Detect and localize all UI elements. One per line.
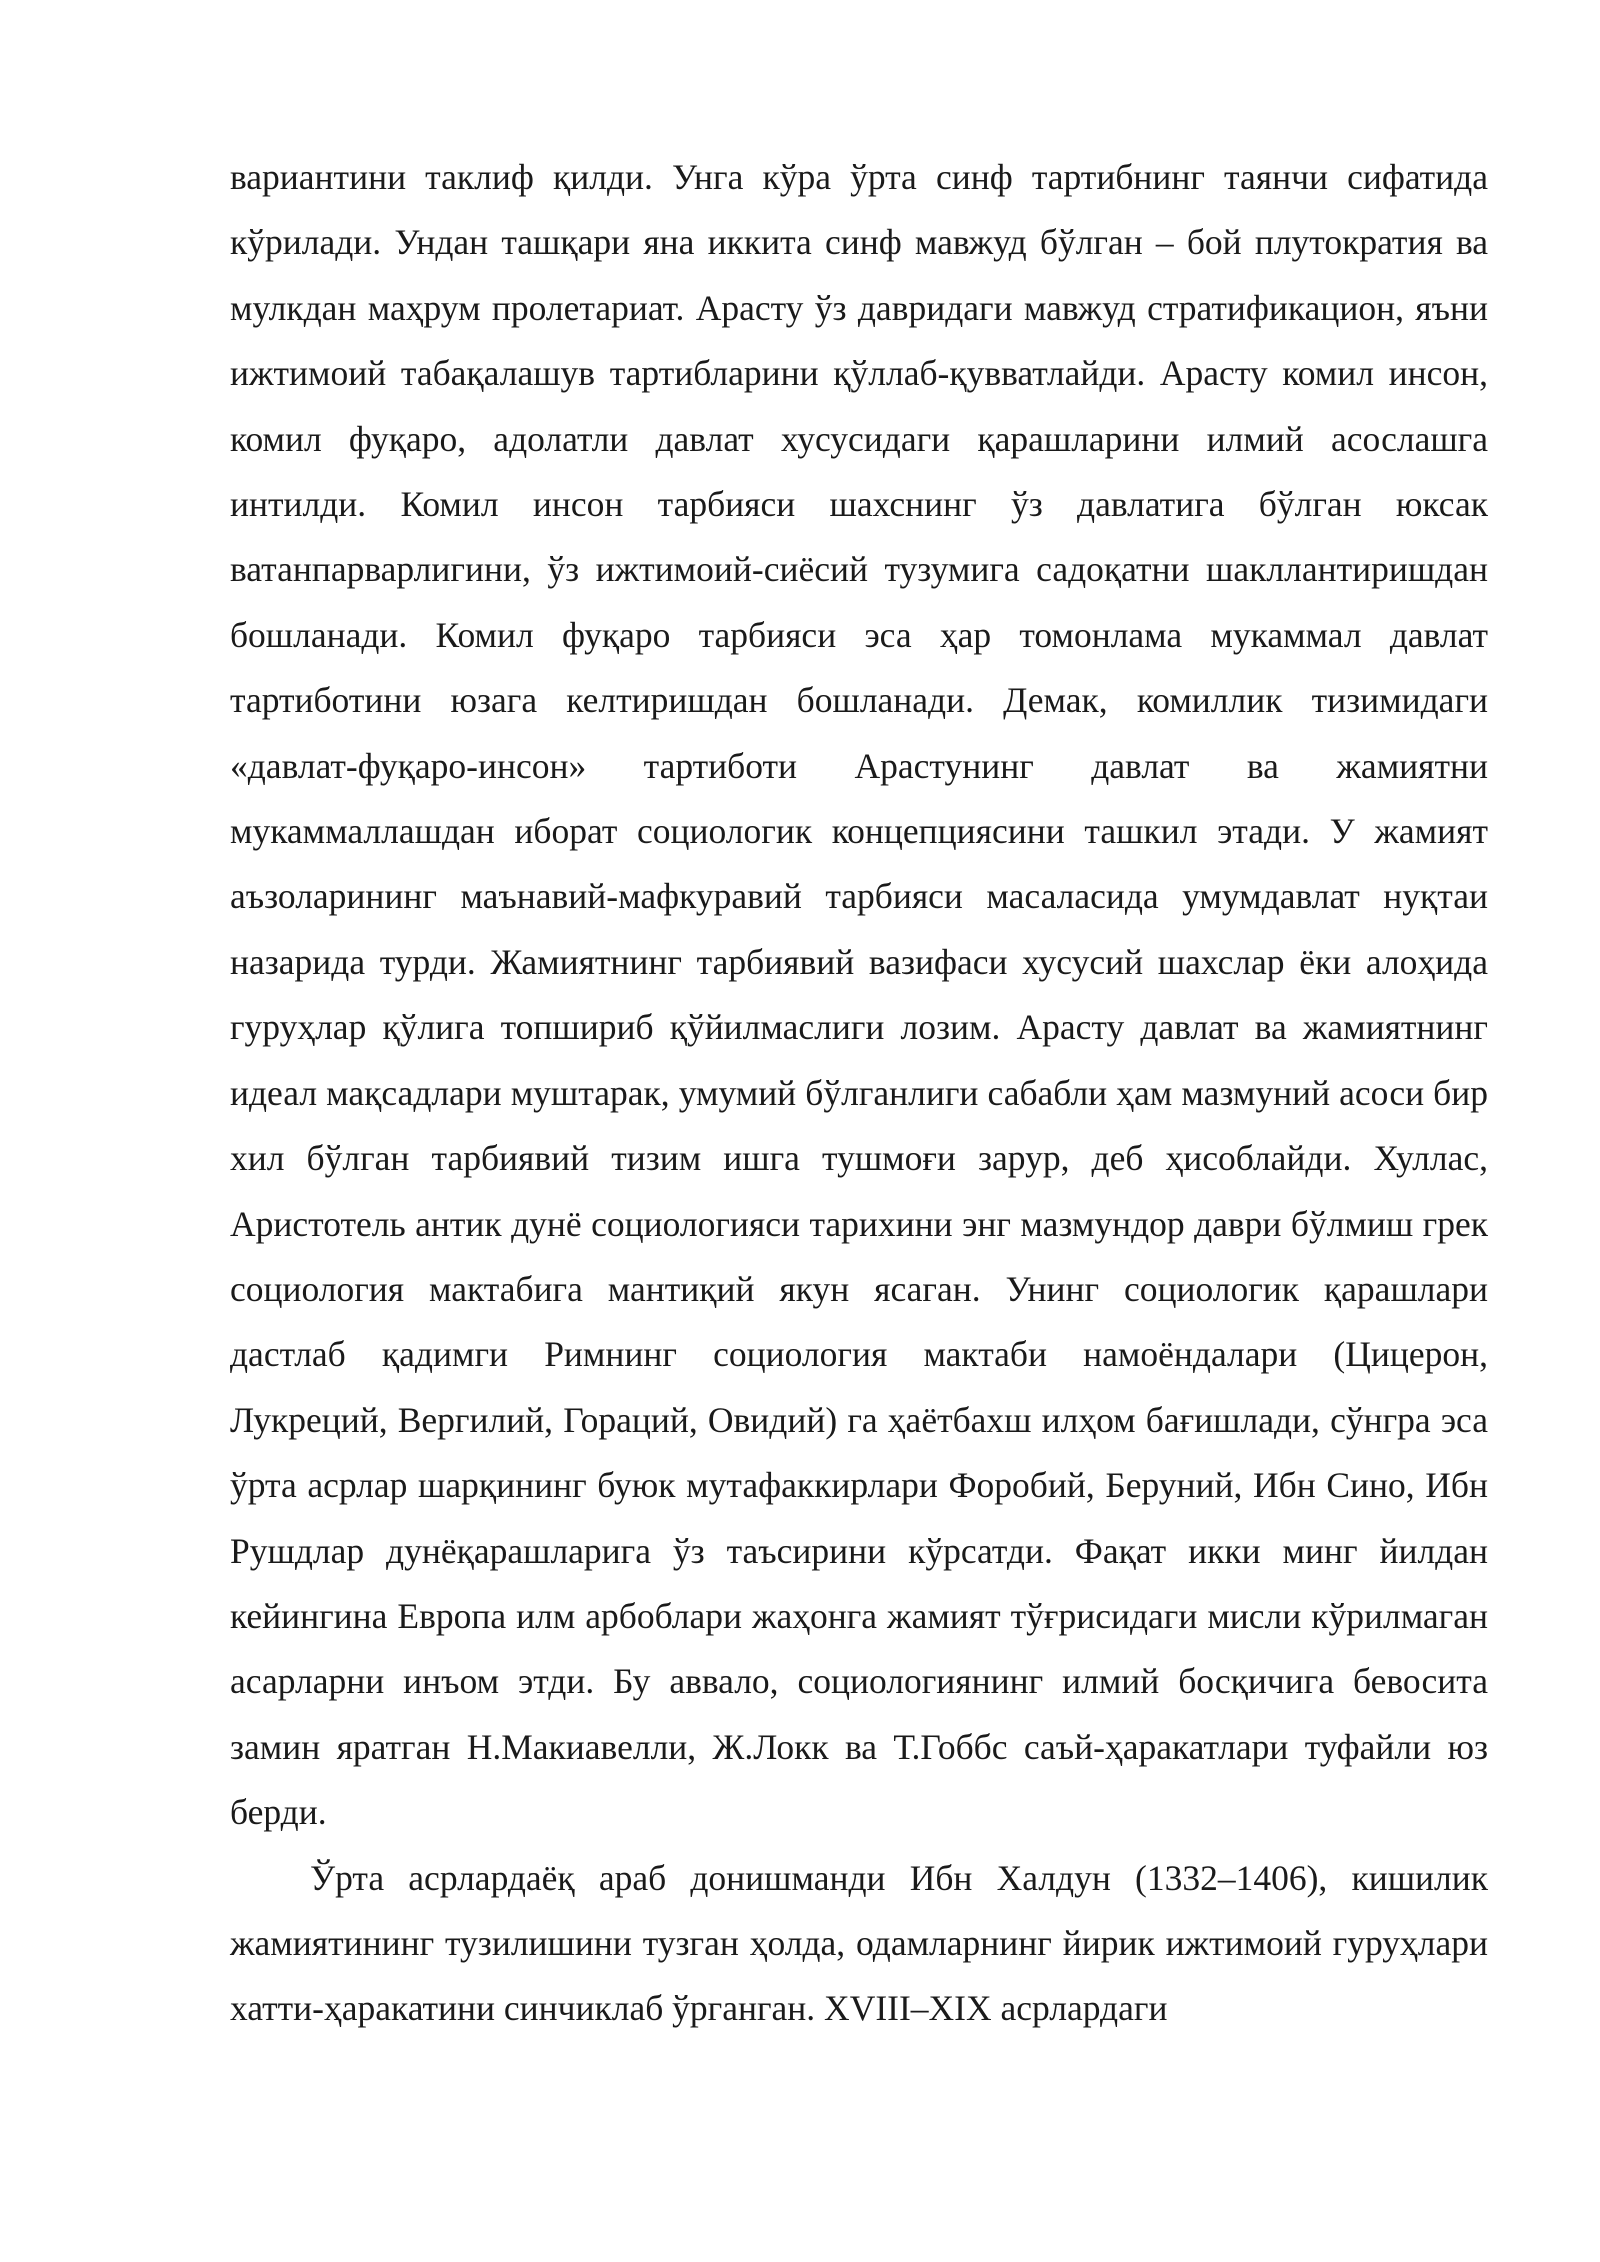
paragraph-continuation: вариантини таклиф қилди. Унга кўра ўрта синф тартибнинг таянчи сифатида кўрилади. Ундан ташқари яна иккита синф мавжуд бўлган – бой плутократия ва мулкдан маҳрум пролетариат. Арасту ўз давридаги мавжуд стратификацион, яъни ижтимоий табақалашув тартибларини қўллаб-қувватлайди. Арасту комил инсон, комил фуқаро, адолатли давлат хусусидаги қарашларини илмий асослашга интилди. Комил инсон тарбияси шахснинг ўз давлатига бўлган юксак ватанпарварлигини, ўз ижтимоий-сиёсий тузумига садоқатни шакллантиришдан бошланади. Комил фуқаро тарбияси эса ҳар томонлама мукаммал давлат тартиботини юзага келтиришдан бошланади. Демак, комиллик тизимидаги «давлат-фуқаро-инсон» тартиботи Арастунинг давлат ва жамиятни мукаммаллашдан иборат социологик концепциясини ташкил этади. У жамият аъзоларининг маънавий-мафкуравий тарбияси масаласида умумдавлат нуқтаи назарида турди. Жамиятнинг тарбиявий вазифаси хусусий шахслар ёки алоҳида гуруҳлар қўлига топшириб қўйилмаслиги лозим. Арасту давлат ва жамиятнинг идеал мақсадлари муштарак, умумий бўлганлиги сабабли ҳам мазмуний асоси бир хил бўлган тарбиявий тизим ишга тушмоғи зарур, деб ҳисоблайди. Хуллас, Аристотель антик дунё социологияси тарихини энг мазмундор даври бўлмиш грек социология мактабига мантиқий якун ясаган. Унинг социологик қарашлари дастлаб қадимги Римнинг социология мактаби намоёндалари (Цицерон, Лукреций, Вергилий, Гораций, Овидий) га ҳаётбахш илҳом бағишлади, сўнгра эса ўрта асрлар шарқининг буюк мутафаккирлари Форобий, Беруний, Ибн Сино, Ибн Рушдлар дунёқарашларига ўз таъсирини кўрсатди. Фақат икки минг йилдан кейингина Европа илм арбоблари жаҳонга жамият тўғрисидаги мисли кўрилмаган асарларни инъом этди. Бу аввало, социологиянинг илмий босқичига бевосита замин яратган Н.Макиавелли, Ж.Локк ва Т.Гоббс саъй-ҳаракатлари туфайли юз берди. [230, 157, 1488, 1833]
paragraph-ibn-khaldun: Ўрта асрлардаёқ араб донишманди Ибн Халдун (1332–1406), кишилик жамиятининг тузилишини тузган ҳолда, одамларнинг йирик ижтимоий гуруҳлари хатти-ҳаракатини синчиклаб ўрганган. XVIII–XIX асрлардаги [230, 1857, 1488, 2029]
body-text [230, 145, 1488, 2042]
